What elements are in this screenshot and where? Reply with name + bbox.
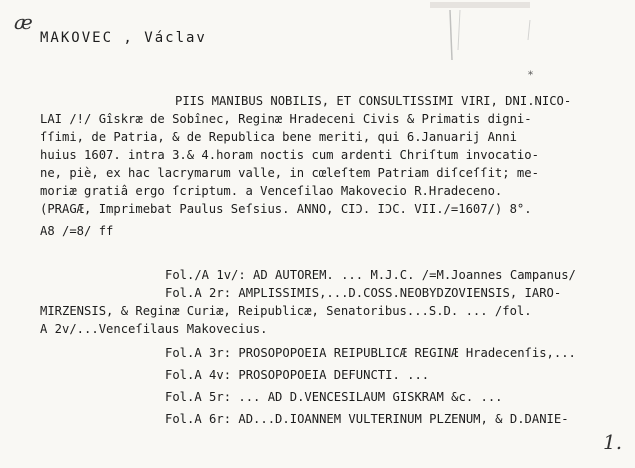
description-line: A8 /=8/ ff <box>40 224 114 238</box>
description-line: huius 1607. intra 3.& 4.horam noctis cum ardenti Chriſtum invocatio- <box>40 148 539 162</box>
description-line: LAI /!/ Gîskræ de Sobînec, Reginæ Hradeceni Civis & Primatis digni- <box>40 112 532 126</box>
contents-line: Fol.A 2r: AMPLISSIMIS,...D.COSS.NEOBYDZOVIENSIS, IARO- <box>165 286 562 300</box>
description-line: ſſimi, de Patria, & de Republica bene meriti, qui 6.Januarij Anni <box>40 130 517 144</box>
svg-text:*: * <box>528 70 533 81</box>
contents-line: Fol./A 1v/: AD AUTOREM. ... M.J.C. /=M.Joannes Campanus/ <box>165 268 576 282</box>
handwritten-page-number: 1. <box>603 430 623 454</box>
contents-line: Fol.A 6r: AD...D.IOANNEM VULTERINUM PLZENUM, & D.DANIE- <box>165 412 569 426</box>
description-line: (PRAGÆ, Imprimebat Paulus Seſsius. ANNO, CIϽ. IϽC. VII./=1607/) 8°. <box>40 202 532 216</box>
contents-line: A 2v/...Venceſilaus Makovecius. <box>40 322 268 336</box>
contents-line: Fol.A 3r: PROSOPOPOEIA REIPUBLICÆ REGINÆ Hradecenſis,... <box>165 346 576 360</box>
faint-stamp-mark <box>410 0 550 81</box>
contents-line: MIRZENSIS, & Reginæ Curiæ, Reipublicæ, Senatoribus...S.D. ... /fol. <box>40 304 532 318</box>
contents-line: Fol.A 5r: ... AD D.VENCESILAUM GISKRAM &c. ... <box>165 390 503 404</box>
author-heading: MAKOVEC , Václav <box>40 30 207 46</box>
description-line: ne, piè, ex hac lacrymarum valle, in cœleſtem Patriam diſceſſit; me- <box>40 166 539 180</box>
description-line: moriæ gratiâ ergo ſcriptum. a Venceſilao Makovecio R.Hradeceno. <box>40 184 503 198</box>
contents-line: Fol.A 4v: PROSOPOPOEIA DEFUNCTI. ... <box>165 368 430 382</box>
handwritten-corner-mark: æ <box>14 10 33 34</box>
description-line: PIIS MANIBUS NOBILIS, ET CONSULTISSIMI VIRI, DNI.NICO- <box>175 94 572 108</box>
